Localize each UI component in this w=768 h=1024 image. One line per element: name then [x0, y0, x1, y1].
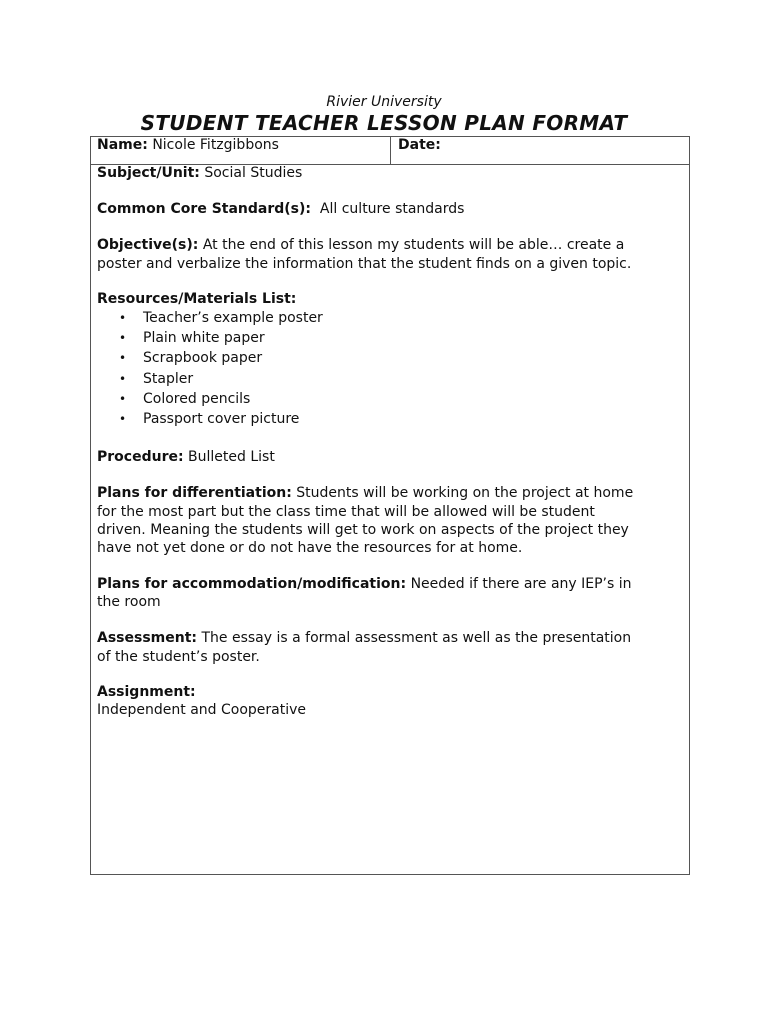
- accommodation-line-2: the room: [97, 594, 161, 610]
- differentiation-line-4: have not yet done or do not have the resources for at home.: [97, 540, 523, 556]
- subject-line: [97, 164, 302, 182]
- bullet-icon: •: [119, 371, 127, 386]
- differentiation-line-1: [97, 484, 633, 502]
- objectives-label: Objective(s):: [97, 237, 199, 253]
- bullet-icon: •: [119, 391, 127, 406]
- objectives-text-1: At the end of this lesson my students will be able… create a: [202, 237, 625, 253]
- accommodation-line-1: [97, 575, 632, 593]
- standards-value: All culture standards: [319, 201, 465, 217]
- assignment-value: Independent and Cooperative: [97, 702, 306, 718]
- standards-label: Common Core Standard(s):: [97, 201, 312, 217]
- name-cell: [91, 137, 391, 164]
- procedure-value: Bulleted List: [188, 449, 275, 465]
- objectives-line-2: poster and verbalize the information that the student finds on a given topic.: [97, 256, 632, 272]
- resources-label-text: Resources/Materials List:: [97, 291, 297, 307]
- list-item-text: Passport cover picture: [143, 410, 300, 427]
- accommodation-label: Plans for accommodation/modification:: [97, 576, 407, 592]
- procedure-line: [97, 448, 275, 466]
- bullet-icon: •: [119, 311, 127, 325]
- objectives-line-1: [97, 236, 624, 254]
- subject-value: Social Studies: [204, 165, 303, 181]
- date-line: [398, 137, 441, 154]
- procedure-label: Procedure:: [97, 449, 184, 465]
- assignment-label-line: [97, 683, 196, 701]
- differentiation-line-3: driven. Meaning the students will get to work on aspects of the project they: [97, 522, 629, 538]
- list-item: [97, 370, 323, 390]
- list-item-text: Stapler: [143, 370, 194, 387]
- bullet-icon: •: [119, 351, 127, 366]
- differentiation-label: Plans for differentiation:: [97, 485, 292, 501]
- subject-label: Subject/Unit:: [97, 165, 200, 181]
- standards-line: [97, 200, 464, 218]
- university-name: Rivier University: [326, 94, 442, 110]
- bullet-icon: •: [119, 411, 127, 426]
- list-item: [97, 329, 323, 349]
- resources-list: [97, 309, 323, 430]
- list-item-text: Scrapbook paper: [143, 350, 263, 367]
- name-value: Nicole Fitzgibbons: [152, 137, 279, 153]
- header-row: [91, 137, 689, 165]
- date-cell: [391, 137, 689, 164]
- list-item: [97, 410, 323, 430]
- resources-label: [97, 290, 296, 308]
- list-item-text: Colored pencils: [143, 390, 251, 407]
- name-label: Name:: [97, 137, 148, 153]
- assessment-text-1: The essay is a formal assessment as well as the presentation: [201, 630, 632, 646]
- accommodation-text-1: Needed if there are any IEP’s in: [410, 576, 632, 592]
- document-title: STUDENT TEACHER LESSON PLAN FORMAT: [140, 111, 628, 135]
- list-item: [97, 349, 323, 369]
- list-item: [97, 309, 323, 329]
- differentiation-text-1: Students will be working on the project at home: [296, 485, 634, 501]
- differentiation-line-2: for the most part but the class time that will be allowed will be student: [97, 504, 595, 520]
- assessment-line-2: of the student’s poster.: [97, 649, 260, 665]
- assessment-line-1: [97, 629, 631, 647]
- bullet-icon: •: [119, 331, 127, 346]
- list-item-text: Plain white paper: [143, 330, 265, 347]
- assessment-label: Assessment:: [97, 630, 198, 646]
- lesson-plan-form: [90, 136, 690, 875]
- assignment-label: Assignment:: [97, 684, 196, 700]
- name-line: [97, 137, 279, 154]
- list-item: [97, 390, 323, 410]
- list-item-text: Teacher’s example poster: [143, 310, 323, 326]
- date-label: Date:: [398, 137, 441, 153]
